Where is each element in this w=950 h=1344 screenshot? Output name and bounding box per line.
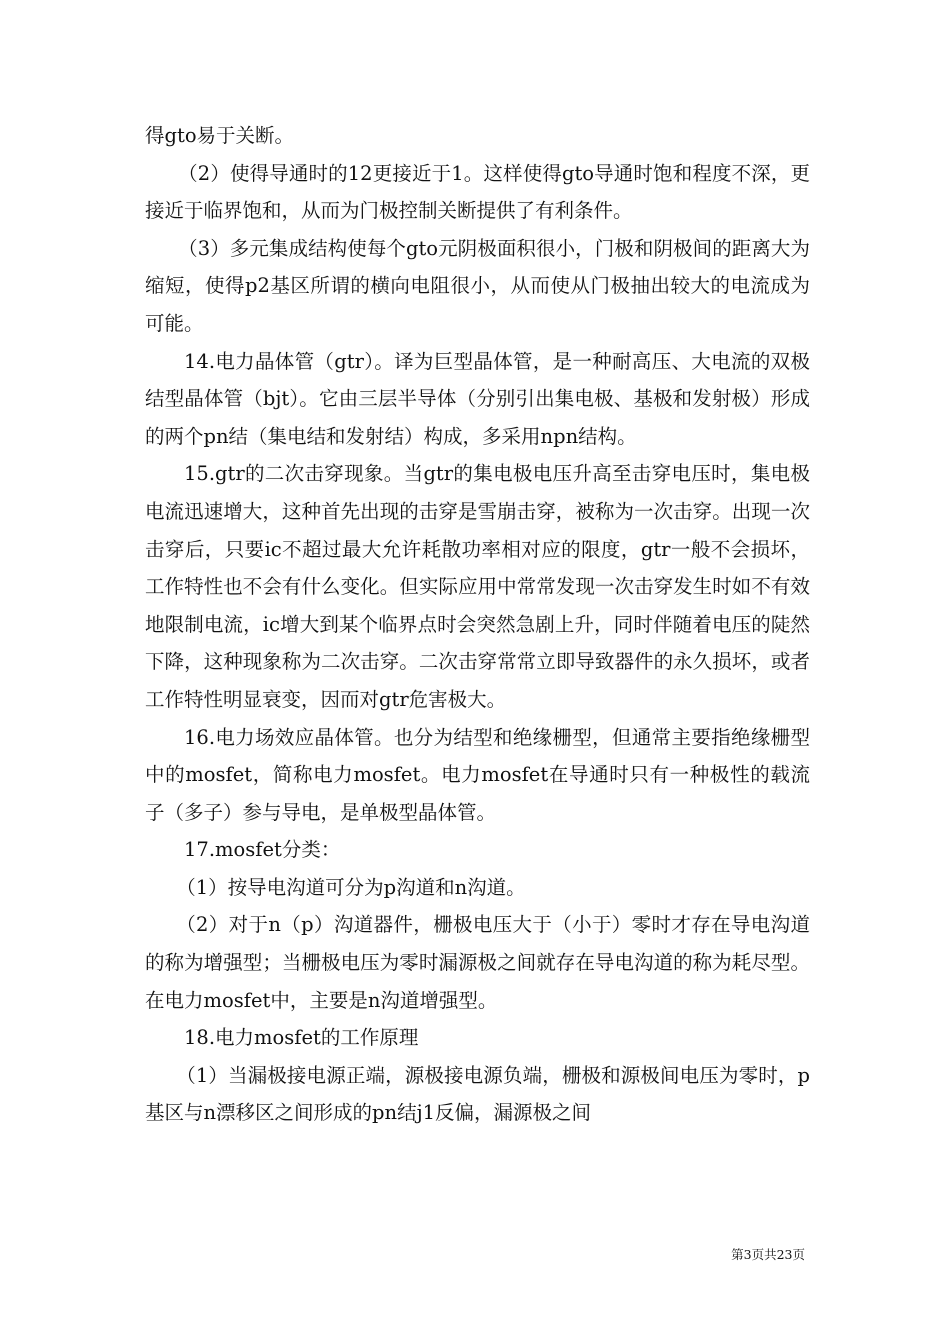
paragraph-continuation: 得gto易于关断。 xyxy=(145,124,295,147)
paragraph-17-mosfet-classification: 17.mosfet分类： xyxy=(184,838,341,862)
paragraph-17-item-2: （2）对于n（p）沟道器件，栅极电压大于（小于）零时才存在导电沟道的称为增强型；当栅极电压为零时漏源极之间就存在导电沟道的称为耗尽型。在电力mosfet中，主要是n沟道增强型。 xyxy=(145,913,810,1012)
paragraph-14-gtr: 14.电力晶体管（gtr）。译为巨型晶体管，是一种耐高压、大电流的双极结型晶体管（bjt）。它由三层半导体（分别引出集电极、基极和发射极）形成的两个pn结（集电结和发射结）构成，多采用npn结构。 xyxy=(145,349,810,448)
page-number: 第3页共23页 xyxy=(731,1247,805,1262)
paragraph-15-second-breakdown: 15.gtr的二次击穿现象。当gtr的集电极电压升高至击穿电压时，集电极电流迅速增大，这种首先出现的击穿是雪崩击穿，被称为一次击穿。出现一次击穿后，只要ic不超过最大允许耗散功率相对应的限度，gtr一般不会损坏，工作特性也不会有什么变化。但实际应用中常常发现一次击穿发生时如不有效地限制电流，ic增大到某个临界点时会突然急剧上升，同时伴随着电压的陡然下降，这种现象称为二次击穿。二次击穿常常立即导致器件的永久损坏，或者工作特性明显衰变，因而对gtr危害极大。 xyxy=(145,462,810,711)
paragraph-16-mosfet: 16.电力场效应晶体管。也分为结型和绝缘栅型，但通常主要指绝缘栅型中的mosfet，简称电力mosfet。电力mosfet在导通时只有一种极性的载流子（多子）参与导电，是单极型晶体管。 xyxy=(145,725,810,824)
paragraph-17-item-1: （1）按导电沟道可分为p沟道和n沟道。 xyxy=(176,875,526,899)
paragraph-18-item-1: （1）当漏极接电源正端，源极接电源负端，栅极和源极间电压为零时，p基区与n漂移区之间形成的pn结j1反偏，漏源极之间 xyxy=(145,1063,810,1125)
paragraph-item-2: （2）使得导通时的12更接近于1。这样使得gto导通时饱和程度不深，更接近于临界饱和，从而为门极控制关断提供了有利条件。 xyxy=(145,161,810,223)
document-body xyxy=(145,117,810,1132)
paragraph-item-3: （3）多元集成结构使每个gto元阴极面积很小，门极和阴极间的距离大为缩短，使得p2基区所谓的横向电阻很小，从而使从门极抽出较大的电流成为可能。 xyxy=(145,236,810,335)
page-footer xyxy=(0,1247,950,1263)
paragraph-18-working-principle: 18.电力mosfet的工作原理 xyxy=(184,1026,419,1050)
